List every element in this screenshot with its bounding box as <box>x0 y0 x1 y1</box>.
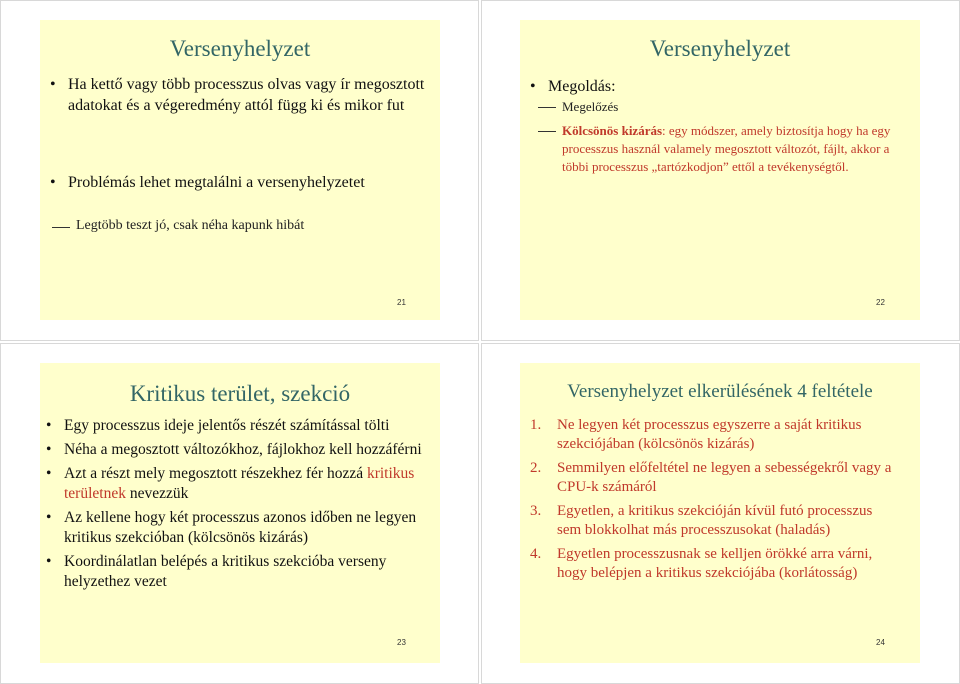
bullet-list <box>48 74 428 193</box>
sub-bullet-text: Megelőzés <box>562 99 619 114</box>
bullet-item <box>44 416 422 436</box>
bullet-text: Megoldás: <box>548 78 616 95</box>
bullet-text: Koordinálatlan belépés a kritikus szekcióba verseny helyzethez vezet <box>64 553 387 590</box>
list-item <box>530 502 900 540</box>
bullet-text: Az kellene hogy két processzus azonos időben ne legyen kritikus szekcióban (kölcsönös kizárás) <box>64 509 417 546</box>
page-number: 24 <box>876 638 885 647</box>
list-number: 3. <box>530 503 542 519</box>
page-number: 23 <box>397 638 406 647</box>
bullet-text: Néha a megosztott változókhoz, fájlokhoz kell hozzáférni <box>64 441 422 458</box>
sub-bullet-text: Legtöbb teszt jó, csak néha kapunk hibát <box>76 218 305 233</box>
bullet-text: Egy processzus ideje jelentős részét számítással tölti <box>64 417 390 434</box>
sub-bullet <box>48 218 304 234</box>
sub-bullet <box>534 98 618 116</box>
bullet-text-end: nevezzük <box>125 485 189 502</box>
bullet-list <box>44 416 422 592</box>
slide-title: Versenyhelyzet <box>649 36 791 61</box>
bullet-list <box>528 76 908 97</box>
list-number: 4. <box>530 546 542 562</box>
bullet-item <box>48 172 428 193</box>
list-item <box>530 416 900 454</box>
slide-title: Kritikus terület, szekció <box>129 381 351 406</box>
list-item <box>530 459 900 497</box>
slide-22 <box>520 20 920 320</box>
page-number: 22 <box>876 298 885 307</box>
numbered-list <box>530 416 900 588</box>
list-number: 1. <box>530 417 542 433</box>
slide-title: Versenyhelyzet <box>169 36 311 61</box>
highlight-kritikus-terulet: kritikus területnek <box>64 465 415 502</box>
bullet-item <box>48 74 428 116</box>
list-text: Ne legyen két processzus egyszerre a saját kritikus szekciójában (kölcsönös kizárás) <box>557 417 862 452</box>
list-text: Egyetlen processzusnak se kelljen örökké arra várni, hogy belépjen a kritikus szekciójába (korlátosság) <box>557 546 873 581</box>
bullet-item <box>44 464 422 504</box>
list-number: 2. <box>530 460 542 476</box>
bullet-item <box>44 508 422 548</box>
bullet-item <box>44 440 422 460</box>
sub-bullet <box>534 122 914 176</box>
slide-21 <box>40 20 440 320</box>
sub-bullet-text: : egy módszer, amely biztosítja hogy ha egy processzus használ valamely megosztott változót, fájlt, akkor a többi processzus „tartózkodjon” ettől a tevékenységtől. <box>562 123 891 174</box>
bullet-item <box>44 552 422 592</box>
bullet-text: Azt a részt mely megosztott részekhez fér hozzá <box>64 465 367 482</box>
page-number: 21 <box>397 298 406 307</box>
bullet-text: Problémás lehet megtalálni a versenyhelyzetet <box>68 174 365 191</box>
slide-24 <box>520 363 920 663</box>
term-kolcsonos-kizaras: Kölcsönös kizárás <box>562 123 663 138</box>
bullet-item <box>528 76 908 97</box>
list-text: Egyetlen, a kritikus szekcióján kívül futó processzus sem blokkolhat más processzusokat (haladás) <box>557 503 873 538</box>
bullet-text: Ha kettő vagy több processzus olvas vagy ír megosztott adatokat és a végeredmény attól függ ki és mikor fut <box>68 76 425 114</box>
list-item <box>530 545 900 583</box>
slide-23 <box>40 363 440 663</box>
list-text: Semmilyen előfeltétel ne legyen a sebességekről vagy a CPU-k számáról <box>557 460 892 495</box>
slide-title: Versenyhelyzet elkerülésének 4 feltétele <box>567 381 873 402</box>
